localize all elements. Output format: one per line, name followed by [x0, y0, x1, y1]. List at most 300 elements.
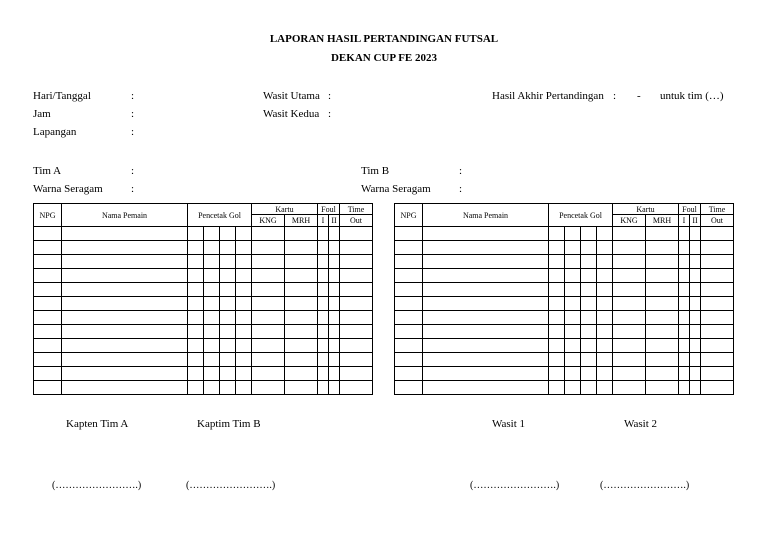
table-cell[interactable] [565, 297, 581, 311]
table-cell[interactable] [236, 269, 252, 283]
table-cell[interactable] [340, 297, 373, 311]
table-cell[interactable] [701, 311, 734, 325]
table-cell[interactable] [613, 269, 646, 283]
table-cell[interactable] [679, 339, 690, 353]
table-cell[interactable] [329, 381, 340, 395]
table-cell[interactable] [581, 283, 597, 297]
table-cell[interactable] [690, 227, 701, 241]
table-cell[interactable] [613, 367, 646, 381]
table-cell[interactable] [581, 339, 597, 353]
table-cell[interactable] [646, 339, 679, 353]
table-cell[interactable] [549, 297, 565, 311]
table-cell[interactable] [204, 297, 220, 311]
wasit-2-signature-line: (…………………….) [600, 480, 690, 491]
table-cell[interactable] [646, 367, 679, 381]
table-cell[interactable] [690, 339, 701, 353]
table-cell[interactable] [188, 297, 204, 311]
table-cell[interactable] [646, 381, 679, 395]
table-cell[interactable] [423, 297, 549, 311]
table-row [34, 311, 373, 325]
table-cell[interactable] [646, 353, 679, 367]
table-cell[interactable] [329, 255, 340, 269]
table-row [34, 255, 373, 269]
table-cell[interactable] [329, 367, 340, 381]
table-cell[interactable] [236, 255, 252, 269]
col-header-npg: NPG [395, 204, 423, 227]
table-cell[interactable] [613, 241, 646, 255]
table-cell[interactable] [395, 255, 423, 269]
table-cell[interactable] [252, 381, 285, 395]
table-cell[interactable] [581, 325, 597, 339]
table-cell[interactable] [62, 269, 188, 283]
table-cell[interactable] [646, 241, 679, 255]
table-cell[interactable] [613, 297, 646, 311]
table-cell[interactable] [613, 325, 646, 339]
table-cell[interactable] [318, 311, 329, 325]
table-cell[interactable] [188, 255, 204, 269]
table-cell[interactable] [549, 241, 565, 255]
table-cell[interactable] [236, 227, 252, 241]
table-cell[interactable] [329, 297, 340, 311]
table-cell[interactable] [679, 381, 690, 395]
table-cell[interactable] [318, 353, 329, 367]
table-cell[interactable] [318, 339, 329, 353]
table-cell[interactable] [252, 297, 285, 311]
table-cell[interactable] [597, 311, 613, 325]
table-cell[interactable] [204, 269, 220, 283]
table-cell[interactable] [188, 311, 204, 325]
table-cell[interactable] [549, 325, 565, 339]
table-cell[interactable] [646, 255, 679, 269]
table-cell[interactable] [340, 269, 373, 283]
table-cell[interactable] [395, 269, 423, 283]
table-cell[interactable] [285, 339, 318, 353]
col-header-foul-1: I [679, 215, 690, 227]
table-cell[interactable] [597, 227, 613, 241]
table-cell[interactable] [423, 381, 549, 395]
table-cell[interactable] [565, 367, 581, 381]
table-cell[interactable] [188, 241, 204, 255]
table-cell[interactable] [423, 241, 549, 255]
table-cell[interactable] [236, 311, 252, 325]
table-cell[interactable] [236, 297, 252, 311]
table-cell[interactable] [220, 367, 236, 381]
table-cell[interactable] [252, 325, 285, 339]
table-cell[interactable] [581, 297, 597, 311]
table-cell[interactable] [252, 241, 285, 255]
table-cell[interactable] [395, 381, 423, 395]
table-cell[interactable] [285, 297, 318, 311]
table-cell[interactable] [565, 353, 581, 367]
table-cell[interactable] [220, 311, 236, 325]
table-cell[interactable] [236, 367, 252, 381]
table-cell[interactable] [285, 311, 318, 325]
table-cell[interactable] [701, 255, 734, 269]
table-cell[interactable] [62, 297, 188, 311]
table-cell[interactable] [646, 283, 679, 297]
table-cell[interactable] [329, 241, 340, 255]
table-cell[interactable] [220, 339, 236, 353]
table-cell[interactable] [581, 353, 597, 367]
table-cell[interactable] [679, 325, 690, 339]
table-cell[interactable] [252, 227, 285, 241]
table-cell[interactable] [395, 227, 423, 241]
table-cell[interactable] [423, 339, 549, 353]
table-cell[interactable] [340, 353, 373, 367]
table-cell[interactable] [701, 283, 734, 297]
table-cell[interactable] [597, 367, 613, 381]
table-cell[interactable] [62, 227, 188, 241]
table-cell[interactable] [34, 255, 62, 269]
table-cell[interactable] [581, 367, 597, 381]
table-cell[interactable] [220, 269, 236, 283]
jam-label: Jam [33, 108, 51, 120]
table-cell[interactable] [340, 255, 373, 269]
table-cell[interactable] [701, 353, 734, 367]
table-cell[interactable] [188, 269, 204, 283]
table-cell[interactable] [690, 269, 701, 283]
table-cell[interactable] [549, 367, 565, 381]
table-cell[interactable] [329, 227, 340, 241]
table-cell[interactable] [679, 353, 690, 367]
table-cell[interactable] [220, 241, 236, 255]
col-header-out: Out [340, 215, 373, 227]
table-cell[interactable] [565, 311, 581, 325]
table-cell[interactable] [34, 325, 62, 339]
table-cell[interactable] [690, 325, 701, 339]
table-cell[interactable] [204, 353, 220, 367]
table-cell[interactable] [252, 367, 285, 381]
table-cell[interactable] [204, 227, 220, 241]
table-cell[interactable] [565, 325, 581, 339]
table-cell[interactable] [690, 255, 701, 269]
table-cell[interactable] [329, 353, 340, 367]
table-cell[interactable] [565, 283, 581, 297]
table-cell[interactable] [204, 311, 220, 325]
table-cell[interactable] [220, 381, 236, 395]
table-cell[interactable] [329, 339, 340, 353]
table-cell[interactable] [285, 283, 318, 297]
wasit-utama-colon: : [328, 90, 332, 102]
table-cell[interactable] [679, 255, 690, 269]
table-cell[interactable] [318, 241, 329, 255]
col-header-mrh: MRH [646, 215, 679, 227]
table-cell[interactable] [204, 325, 220, 339]
table-cell[interactable] [597, 283, 613, 297]
table-cell[interactable] [701, 325, 734, 339]
wasit-kedua-colon: : [328, 108, 332, 120]
table-cell[interactable] [340, 325, 373, 339]
table-cell[interactable] [220, 353, 236, 367]
table-cell[interactable] [679, 297, 690, 311]
table-cell[interactable] [565, 269, 581, 283]
table-cell[interactable] [690, 353, 701, 367]
table-cell[interactable] [395, 325, 423, 339]
table-cell[interactable] [679, 283, 690, 297]
table-cell[interactable] [581, 269, 597, 283]
table-cell[interactable] [252, 283, 285, 297]
table-cell[interactable] [252, 353, 285, 367]
table-header-row [395, 204, 734, 215]
score-table-team-b [394, 203, 734, 395]
table-cell[interactable] [679, 311, 690, 325]
table-row [395, 283, 734, 297]
table-cell[interactable] [62, 325, 188, 339]
table-cell[interactable] [252, 269, 285, 283]
table-cell[interactable] [285, 367, 318, 381]
table-cell[interactable] [285, 269, 318, 283]
col-header-npg: NPG [34, 204, 62, 227]
table-cell[interactable] [318, 269, 329, 283]
table-cell[interactable] [204, 381, 220, 395]
table-cell[interactable] [62, 241, 188, 255]
table-cell[interactable] [318, 227, 329, 241]
table-cell[interactable] [549, 381, 565, 395]
table-cell[interactable] [236, 283, 252, 297]
table-cell[interactable] [340, 227, 373, 241]
table-cell[interactable] [62, 255, 188, 269]
table-cell[interactable] [188, 353, 204, 367]
table-cell[interactable] [395, 339, 423, 353]
table-cell[interactable] [701, 339, 734, 353]
table-cell[interactable] [285, 381, 318, 395]
table-header-row [34, 204, 373, 215]
table-cell[interactable] [701, 297, 734, 311]
table-cell[interactable] [62, 311, 188, 325]
table-cell[interactable] [329, 283, 340, 297]
table-row [34, 339, 373, 353]
table-cell[interactable] [679, 367, 690, 381]
table-cell[interactable] [252, 311, 285, 325]
table-cell[interactable] [285, 325, 318, 339]
table-cell[interactable] [220, 283, 236, 297]
table-cell[interactable] [220, 255, 236, 269]
table-row [395, 381, 734, 395]
table-cell[interactable] [204, 339, 220, 353]
table-cell[interactable] [318, 381, 329, 395]
table-cell[interactable] [62, 353, 188, 367]
table-cell[interactable] [340, 339, 373, 353]
table-cell[interactable] [646, 227, 679, 241]
table-cell[interactable] [679, 269, 690, 283]
table-cell[interactable] [236, 353, 252, 367]
table-cell[interactable] [34, 339, 62, 353]
table-cell[interactable] [549, 269, 565, 283]
table-cell[interactable] [613, 283, 646, 297]
table-cell[interactable] [690, 367, 701, 381]
table-cell[interactable] [285, 353, 318, 367]
wasit-2-label: Wasit 2 [624, 418, 658, 430]
table-cell[interactable] [423, 269, 549, 283]
table-cell[interactable] [395, 311, 423, 325]
table-cell[interactable] [34, 297, 62, 311]
table-cell[interactable] [340, 283, 373, 297]
table-cell[interactable] [701, 367, 734, 381]
table-cell[interactable] [395, 353, 423, 367]
hasil-akhir-untuk: untuk tim (…) [660, 90, 724, 102]
table-cell[interactable] [236, 241, 252, 255]
col-header-nama-pemain: Nama Pemain [62, 204, 188, 227]
table-cell[interactable] [329, 311, 340, 325]
table-cell[interactable] [581, 255, 597, 269]
table-cell[interactable] [690, 311, 701, 325]
warna-a-label: Warna Seragam [33, 183, 103, 195]
table-cell[interactable] [395, 367, 423, 381]
table-cell[interactable] [188, 367, 204, 381]
table-cell[interactable] [188, 283, 204, 297]
table-cell[interactable] [285, 241, 318, 255]
table-cell[interactable] [597, 325, 613, 339]
table-cell[interactable] [549, 255, 565, 269]
table-cell[interactable] [597, 255, 613, 269]
table-cell[interactable] [62, 339, 188, 353]
table-cell[interactable] [646, 325, 679, 339]
table-cell[interactable] [549, 227, 565, 241]
table-cell[interactable] [62, 283, 188, 297]
table-row [34, 227, 373, 241]
wasit-1-label: Wasit 1 [492, 418, 526, 430]
table-cell[interactable] [318, 367, 329, 381]
table-cell[interactable] [285, 227, 318, 241]
table-cell[interactable] [318, 325, 329, 339]
table-cell[interactable] [581, 381, 597, 395]
table-cell[interactable] [597, 297, 613, 311]
table-cell[interactable] [646, 297, 679, 311]
table-row [395, 325, 734, 339]
table-cell[interactable] [423, 311, 549, 325]
kapten-b-label: Kaptim Tim B [197, 418, 261, 430]
table-cell[interactable] [690, 381, 701, 395]
table-cell[interactable] [549, 353, 565, 367]
table-cell[interactable] [329, 269, 340, 283]
table-cell[interactable] [34, 227, 62, 241]
table-cell[interactable] [395, 297, 423, 311]
table-cell[interactable] [285, 255, 318, 269]
table-cell[interactable] [613, 381, 646, 395]
table-cell[interactable] [340, 367, 373, 381]
table-cell[interactable] [236, 339, 252, 353]
table-cell[interactable] [597, 241, 613, 255]
table-cell[interactable] [62, 381, 188, 395]
table-cell[interactable] [34, 367, 62, 381]
table-cell[interactable] [565, 227, 581, 241]
table-cell[interactable] [613, 255, 646, 269]
table-cell[interactable] [188, 339, 204, 353]
table-cell[interactable] [62, 367, 188, 381]
table-cell[interactable] [423, 283, 549, 297]
table-cell[interactable] [549, 339, 565, 353]
table-cell[interactable] [581, 227, 597, 241]
table-cell[interactable] [646, 269, 679, 283]
table-cell[interactable] [701, 241, 734, 255]
table-cell[interactable] [34, 241, 62, 255]
table-cell[interactable] [597, 353, 613, 367]
table-cell[interactable] [34, 269, 62, 283]
table-cell[interactable] [613, 353, 646, 367]
table-cell[interactable] [252, 255, 285, 269]
table-cell[interactable] [220, 297, 236, 311]
table-cell[interactable] [597, 339, 613, 353]
table-cell[interactable] [679, 241, 690, 255]
table-cell[interactable] [565, 381, 581, 395]
table-cell[interactable] [34, 353, 62, 367]
wasit-1-signature-line: (…………………….) [470, 480, 560, 491]
table-cell[interactable] [204, 367, 220, 381]
table-cell[interactable] [423, 325, 549, 339]
table-cell[interactable] [613, 227, 646, 241]
table-cell[interactable] [318, 297, 329, 311]
table-cell[interactable] [423, 227, 549, 241]
table-cell[interactable] [34, 381, 62, 395]
table-cell[interactable] [204, 255, 220, 269]
table-cell[interactable] [423, 353, 549, 367]
col-header-foul: Foul [679, 204, 701, 215]
table-cell[interactable] [646, 311, 679, 325]
table-cell[interactable] [690, 297, 701, 311]
table-cell[interactable] [690, 241, 701, 255]
col-header-time: Time [340, 204, 373, 215]
table-cell[interactable] [318, 283, 329, 297]
table-cell[interactable] [679, 227, 690, 241]
table-cell[interactable] [188, 227, 204, 241]
table-cell[interactable] [423, 367, 549, 381]
table-cell[interactable] [613, 311, 646, 325]
table-cell[interactable] [581, 311, 597, 325]
table-cell[interactable] [581, 241, 597, 255]
table-cell[interactable] [220, 325, 236, 339]
lapangan-label: Lapangan [33, 126, 77, 138]
kapten-b-signature-line: (…………………….) [186, 480, 276, 491]
table-row [395, 227, 734, 241]
col-header-kartu: Kartu [252, 204, 318, 215]
table-cell[interactable] [340, 381, 373, 395]
table-cell[interactable] [188, 325, 204, 339]
table-cell[interactable] [701, 269, 734, 283]
table-cell[interactable] [701, 381, 734, 395]
table-cell[interactable] [188, 381, 204, 395]
table-cell[interactable] [204, 283, 220, 297]
table-cell[interactable] [395, 241, 423, 255]
table-cell[interactable] [565, 255, 581, 269]
table-cell[interactable] [34, 283, 62, 297]
table-cell[interactable] [701, 227, 734, 241]
table-cell[interactable] [236, 381, 252, 395]
table-cell[interactable] [565, 339, 581, 353]
col-header-mrh: MRH [285, 215, 318, 227]
table-cell[interactable] [340, 241, 373, 255]
table-cell[interactable] [549, 283, 565, 297]
table-cell[interactable] [549, 311, 565, 325]
table-cell[interactable] [220, 227, 236, 241]
table-cell[interactable] [340, 311, 373, 325]
table-cell[interactable] [318, 255, 329, 269]
table-cell[interactable] [597, 269, 613, 283]
table-cell[interactable] [395, 283, 423, 297]
table-cell[interactable] [236, 325, 252, 339]
table-cell[interactable] [34, 311, 62, 325]
table-cell[interactable] [252, 339, 285, 353]
table-cell[interactable] [423, 255, 549, 269]
col-header-foul: Foul [318, 204, 340, 215]
col-header-foul-1: I [318, 215, 329, 227]
table-cell[interactable] [690, 283, 701, 297]
table-cell[interactable] [565, 241, 581, 255]
table-cell[interactable] [329, 325, 340, 339]
table-cell[interactable] [597, 381, 613, 395]
col-header-kartu: Kartu [613, 204, 679, 215]
table-cell[interactable] [204, 241, 220, 255]
table-cell[interactable] [613, 339, 646, 353]
